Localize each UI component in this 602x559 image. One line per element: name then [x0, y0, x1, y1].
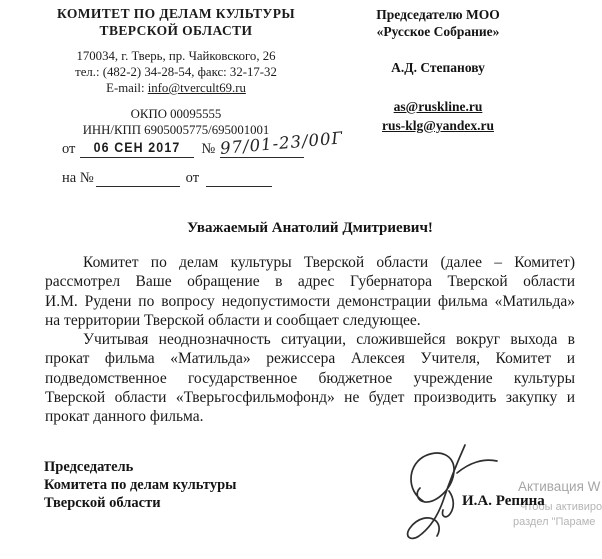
sender-email-line [28, 80, 324, 96]
recipient-org-line1: Председателю МОО [376, 7, 500, 22]
date-stamp: 06 СЕН 2017 [94, 140, 181, 155]
paragraph1-line: рассмотрел Ваше обращение в адрес Губернатора Тверской области [45, 273, 575, 291]
sender-contacts [28, 48, 324, 96]
paragraph2-line: прокат данного фильма. [45, 408, 204, 426]
outgoing-number-label: № [201, 141, 216, 157]
incoming-ref-row [62, 169, 272, 187]
watermark-line1: Активация W [518, 479, 601, 494]
recipient-org-line2: «Русское Собрание» [376, 24, 500, 39]
sender-org-name-line2: ТВЕРСКОЙ ОБЛАСТИ [99, 22, 253, 38]
incoming-date-label: от [185, 170, 200, 186]
paragraph2-line: Учитывая неоднозначность ситуации, сложившейся вокруг выхода в [83, 331, 575, 349]
signer-name: И.А. Репина [462, 493, 545, 509]
sender-letterhead [28, 6, 324, 138]
sender-address: 170034, г. Тверь, пр. Чайковского, 26 [76, 49, 276, 63]
signer-title-line2: Комитета по делам культуры [44, 476, 237, 493]
incoming-number-blank-line [96, 170, 180, 187]
outgoing-date-label: от [62, 141, 76, 157]
sender-okpo: ОКПО 00095555 [130, 107, 222, 121]
incoming-date-blank-line [206, 170, 272, 187]
paragraph2-line: подведомственное государственное бюджетное учреждение культуры [45, 369, 575, 387]
outgoing-number-line [219, 128, 345, 158]
signer-title-block [44, 459, 236, 512]
sender-org-name [28, 6, 324, 39]
sender-email-label: E-mail: [106, 81, 145, 95]
watermark-line3: раздел "Параме [513, 516, 596, 528]
paragraph1-line: на территории Тверской области и сообщает следующее. [45, 311, 421, 329]
paragraph1-line: И.М. Рудени по вопросу недопустимости демонстрации фильма «Матильда» [45, 292, 575, 310]
recipient-emails [338, 97, 538, 135]
signer-title-line3: Тверской области [44, 494, 161, 511]
letter-body [45, 253, 575, 427]
paragraph2-line: Тверской области «Тверьгосфильмофонд» не будет производить закупку и [45, 389, 575, 407]
recipient-email-1: as@ruskline.ru [393, 99, 483, 114]
recipient-person: А.Д. Степанову [391, 60, 485, 75]
sender-phone-fax: тел.: (482-2) 34-28-54, факс: 32-17-32 [75, 65, 277, 79]
incoming-number-label: на № [62, 170, 94, 186]
watermark-line2: Чтобы активиро [520, 501, 602, 513]
recipient-block [338, 6, 538, 135]
outgoing-date-line [80, 135, 194, 158]
salutation: Уважаемый Анатолий Дмитриевич! [187, 220, 433, 236]
sender-org-name-line1: КОМИТЕТ ПО ДЕЛАМ КУЛЬТУРЫ [56, 6, 296, 21]
sender-email-address: info@tvercult69.ru [147, 81, 246, 95]
paragraph2-line: прокат фильма «Матильда» режиссера Алексея Учителя, Комитет и [45, 350, 575, 368]
signer-title-line1: Председатель [44, 459, 134, 475]
sender-inn-kpp: ИНН/КПП 6905005775/695001001 [82, 123, 270, 137]
outgoing-number-handwritten: 97/01-23/00Г [219, 128, 345, 158]
recipient-email-2: rus-klg@yandex.ru [382, 118, 494, 133]
paragraph1-line: Комитет по делам культуры Тверской области (далее – Комитет) [83, 254, 575, 271]
